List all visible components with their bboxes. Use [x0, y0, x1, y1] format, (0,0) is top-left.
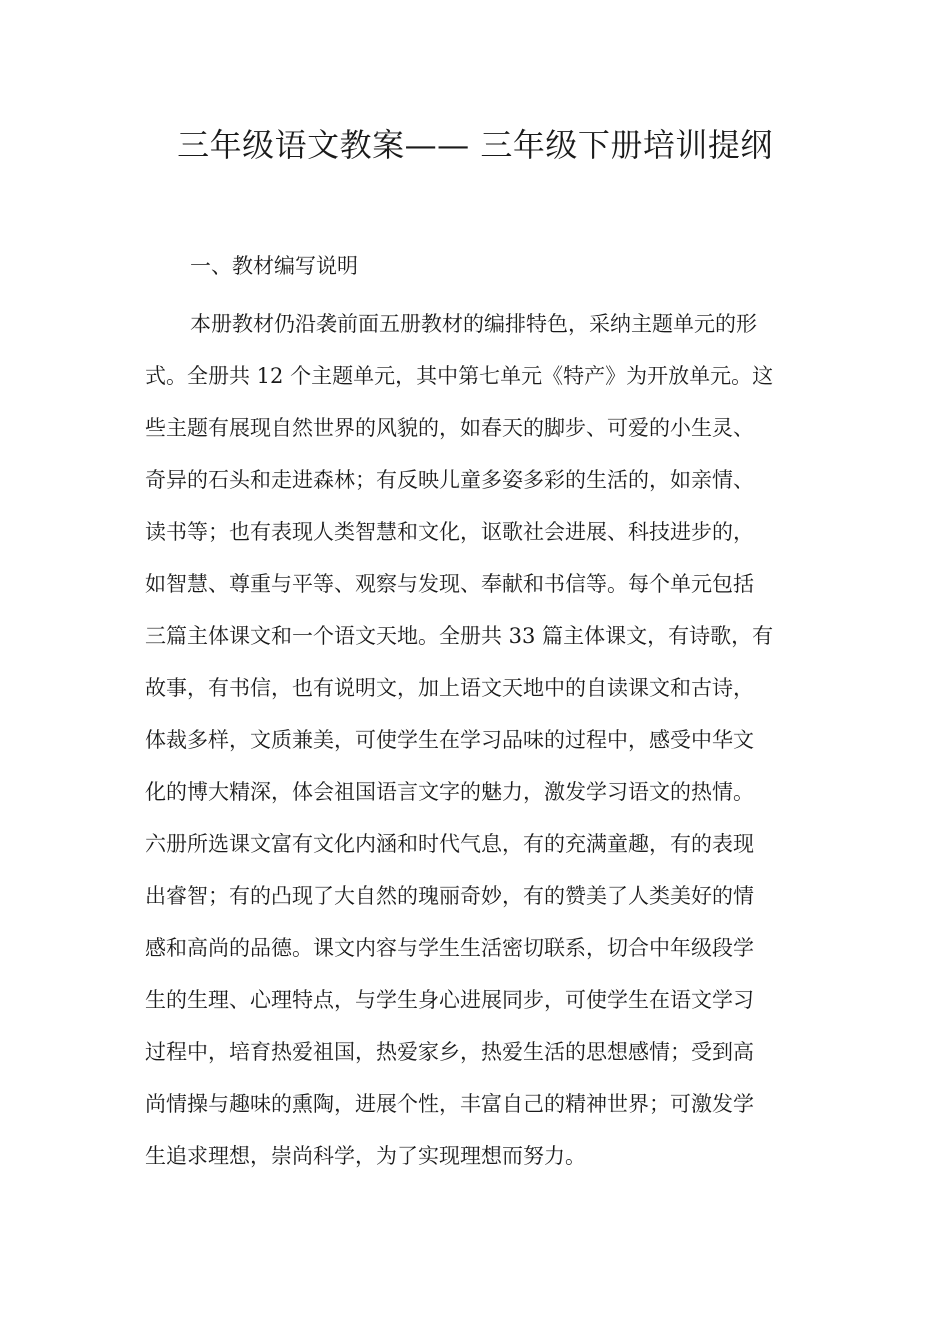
section-heading: 一、教材编写说明	[190, 254, 358, 278]
paragraph-line: 过程中，培育热爱祖国，热爱家乡，热爱生活的思想感情；受到高	[145, 1040, 754, 1064]
body-paragraph	[145, 298, 805, 1182]
paragraph-line: 奇异的石头和走进森林；有反映儿童多姿多彩的生活的，如亲情、	[145, 468, 754, 492]
paragraph-line: 式。全册共 12 个主题单元，其中第七单元《特产》为开放单元。这	[145, 364, 774, 388]
paragraph-line: 读书等；也有表现人类智慧和文化，讴歌社会进展、科技进步的，	[145, 520, 754, 544]
paragraph-line: 出睿智；有的凸现了大自然的瑰丽奇妙，有的赞美了人类美好的情	[145, 884, 754, 908]
document-title: 三年级语文教案—— 三年级下册培训提纲	[177, 126, 773, 164]
paragraph-line: 故事，有书信，也有说明文，加上语文天地中的自读课文和古诗，	[145, 676, 754, 700]
paragraph-line: 三篇主体课文和一个语文天地。全册共 33 篇主体课文，有诗歌，有	[145, 624, 774, 648]
paragraph-line: 本册教材仍沿袭前面五册教材的编排特色，采纳主题单元的形	[190, 312, 757, 336]
paragraph-line: 感和高尚的品德。课文内容与学生生活密切联系，切合中年级段学	[145, 936, 754, 960]
paragraph-line: 体裁多样，文质兼美，可使学生在学习品味的过程中，感受中华文	[145, 728, 754, 752]
paragraph-line: 如智慧、尊重与平等、观察与发现、奉献和书信等。每个单元包括	[145, 572, 754, 596]
paragraph-line: 尚情操与趣味的熏陶，进展个性，丰富自己的精神世界；可激发学	[145, 1092, 754, 1116]
paragraph-line: 化的博大精深，体会祖国语言文字的魅力，激发学习语文的热情。	[145, 780, 754, 804]
paragraph-line: 生追求理想，崇尚科学，为了实现理想而努力。	[145, 1144, 586, 1168]
paragraph-line: 六册所选课文富有文化内涵和时代气息，有的充满童趣，有的表现	[145, 832, 754, 856]
paragraph-line: 些主题有展现自然世界的风貌的，如春天的脚步、可爱的小生灵、	[145, 416, 754, 440]
paragraph-line: 生的生理、心理特点，与学生身心进展同步，可使学生在语文学习	[145, 988, 754, 1012]
